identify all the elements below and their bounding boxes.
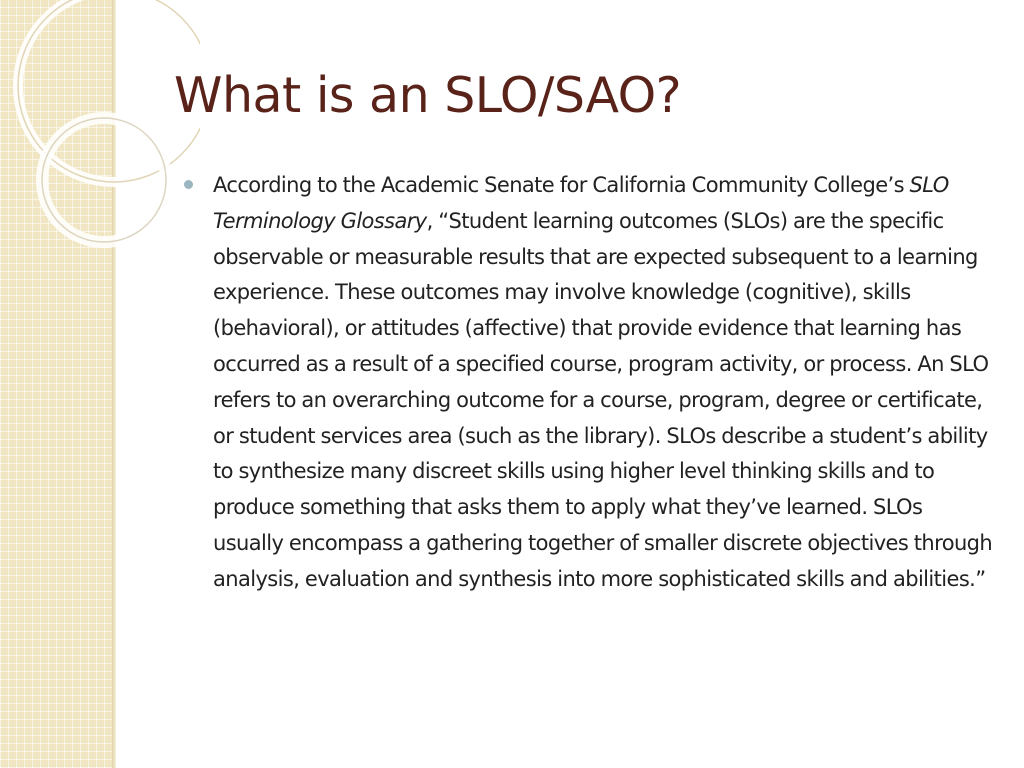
decorative-rings (0, 0, 200, 260)
bullet-dot-icon (184, 180, 193, 189)
bullet-text (213, 168, 994, 598)
slide-title: What is an SLO/SAO? (174, 67, 682, 124)
bullet-text-after: , “Student learning outcomes (SLOs) are the specific observable or measurable results that are expected subsequent to a learning experience. These outcomes may involve knowledge (cognitive), skills (behavioral), or attitudes (affective) that provide evidence that learning has occurred as a result of a specified course, program activity, or process. An SLO refers to an overarching outcome for a course, program, degree or certificate, or student services area (such as the library). SLOs describe a student’s ability to synthesize many discreet skills using higher level thinking skills and to produce something that asks them to apply what they’ve learned. SLOs usually encompass a gathering together of smaller discrete objectives through analysis, evaluation and synthesis into more sophisticated skills and abilities.” (213, 208, 993, 591)
content-area (184, 168, 994, 598)
bullet-text-before: According to the Academic Senate for California Community College’s (213, 173, 910, 197)
bullet-item (184, 168, 994, 598)
glossary-title: SLO Terminology Glossary (213, 173, 949, 233)
